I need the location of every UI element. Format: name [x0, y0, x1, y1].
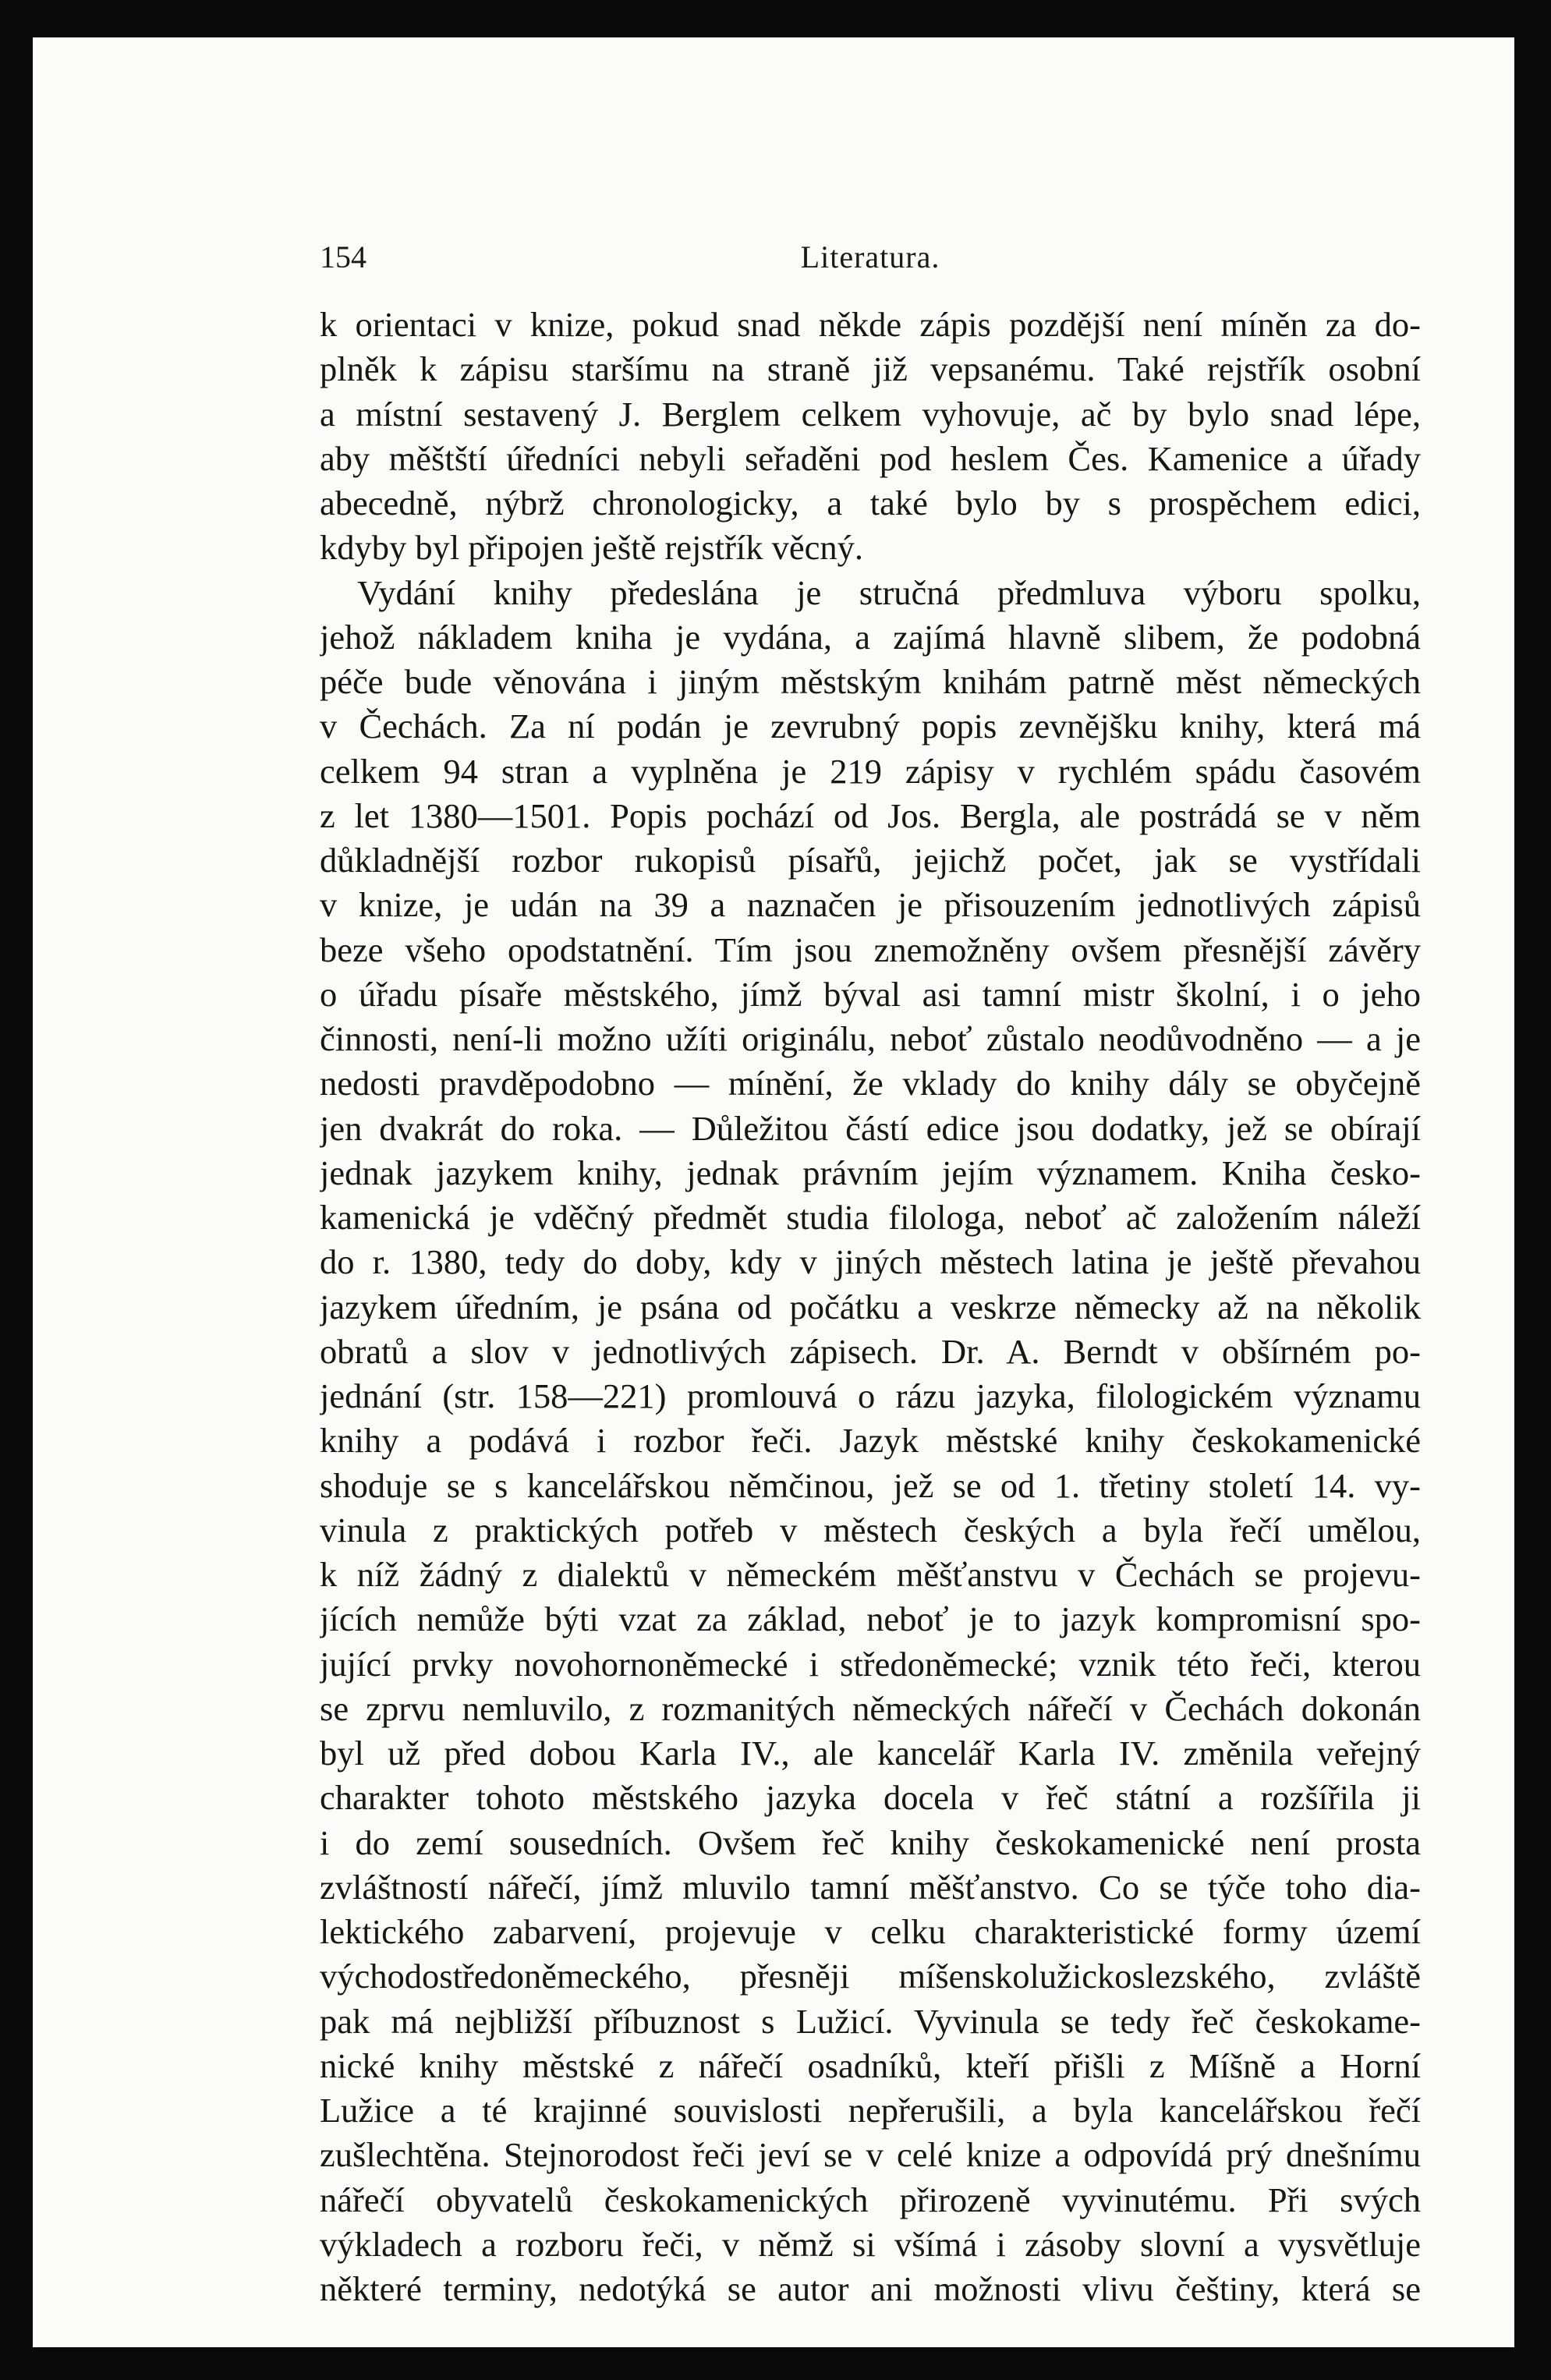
text-line: v Čechách. Za ní podán je zevrubný popis zevnějšku knihy, která má: [320, 707, 1421, 746]
text-line: i do zemí sousedních. Ovšem řeč knihy českokamenické není prosta: [320, 1822, 1421, 1862]
text-line: vinula z praktických potřeb v městech českých a byla řečí umělou,: [320, 1510, 1421, 1549]
text-line: nářečí obyvatelů českokamenických přirozeně vyvinutému. Při svých: [320, 2180, 1421, 2219]
text-line: jazykem úředním, je psána od počátku a veskrze německy až na několik: [320, 1287, 1421, 1326]
text-line: aby měštští úředníci nebyli seřaděni pod heslem Čes. Kamenice a úřady: [320, 438, 1421, 478]
text-line: v knize, je udán na 39 a naznačen je přisouzením jednotlivých zápisů: [320, 885, 1421, 925]
text-line: plněk k zápisu staršímu na straně již vepsanému. Také rejstřík osobní: [320, 349, 1421, 389]
text-line: o úřadu písaře městského, jímž býval asi tamní mistr školní, i o jeho: [320, 974, 1421, 1014]
text-line: kamenická je vděčný předmět studia filologa, neboť ač založením náleží: [320, 1198, 1421, 1237]
text-line: beze všeho opodstatnění. Tím jsou znemožněny ovšem přesnější závěry: [320, 930, 1421, 969]
text-line: shoduje se s kancelářskou němčinou, jež se od 1. třetiny století 14. vy-: [320, 1465, 1421, 1505]
paragraph-end-line: kdyby byl připojen ještě rejstřík věcný.: [320, 528, 864, 568]
text-line: byl už před dobou Karla IV., ale kancelář Karla IV. změnila veřejný: [320, 1734, 1421, 1773]
text-line: některé terminy, nedotýká se autor ani možnosti vlivu češtiny, která se: [320, 2269, 1421, 2308]
text-line: a místní sestavený J. Berglem celkem vyhovuje, ač by bylo snad lépe,: [320, 394, 1421, 434]
text-line: jednání (str. 158—221) promlouvá o rázu jazyka, filologickém významu: [320, 1376, 1421, 1415]
body-text: [320, 303, 1421, 2311]
text-line: jednak jazykem knihy, jednak právním jejím významem. Kniha česko-: [320, 1153, 1421, 1192]
page-number: 154: [320, 239, 367, 274]
text-line: Lužice a té krajinné souvislosti nepřerušili, a byla kancelářskou řečí: [320, 2091, 1421, 2130]
text-line: z let 1380—1501. Popis pochází od Jos. Bergla, ale postrádá se v něm: [320, 795, 1421, 835]
text-line: důkladnější rozbor rukopisů písařů, jejichž počet, jak se vystřídali: [320, 841, 1421, 880]
text-line: nedosti pravděpodobno — mínění, že vklady do knihy dály se obyčejně: [320, 1064, 1421, 1103]
text-line: obratů a slov v jednotlivých zápisech. Dr. A. Berndt v obšírném po-: [320, 1331, 1421, 1371]
running-title: Literatura.: [800, 239, 940, 274]
text-line: jující prvky novohornoněmecké i středoněmecké; vznik této řeči, kterou: [320, 1644, 1421, 1684]
text-line: jících nemůže býti vzat za základ, neboť je to jazyk kompromisní spo-: [320, 1599, 1421, 1639]
text-line: pak má nejbližší příbuznost s Lužicí. Vyvinula se tedy řeč českokame-: [320, 2001, 1421, 2041]
text-line: charakter tohoto městského jazyka docela v řeč státní a rozšířila ji: [320, 1778, 1421, 1818]
text-line: do r. 1380, tedy do doby, kdy v jiných městech latina je ještě převahou: [320, 1242, 1421, 1282]
text-line: nické knihy městské z nářečí osadníků, kteří přišli z Míšně a Horní: [320, 2045, 1421, 2085]
running-head: [320, 226, 1421, 289]
text-line: lektického zabarvení, projevuje v celku charakteristické formy území: [320, 1912, 1421, 1951]
text-line: zušlechtěna. Stejnorodost řeči jeví se v celé knize a odpovídá prý dnešnímu: [320, 2135, 1421, 2175]
text-line: péče bude věnována i jiným městským knihám patrně měst německých: [320, 662, 1421, 701]
text-line: celkem 94 stran a vyplněna je 219 zápisy v rychlém spádu časovém: [320, 751, 1421, 791]
text-line: k orientaci v knize, pokud snad někde zápis pozdější není míněn za do-: [320, 305, 1421, 344]
text-line: zvláštností nářečí, jímž mluvilo tamní měšťanstvo. Co se týče toho dia-: [320, 1867, 1421, 1907]
text-line: východostředoněmeckého, přesněji míšenskolužickoslezského, zvláště: [320, 1957, 1421, 1996]
text-line: se zprvu nemluvilo, z rozmanitých německých nářečí v Čechách dokonán: [320, 1688, 1421, 1728]
text-line: abecedně, nýbrž chronologicky, a také bylo by s prospěchem edici,: [320, 483, 1421, 522]
text-line: jehož nákladem kniha je vydána, a zajímá hlavně slibem, že podobná: [320, 617, 1421, 657]
paragraph-start-line: Vydání knihy předeslána je stručná předmluva výboru spolku,: [357, 572, 1421, 612]
text-line: výkladech a rozboru řeči, v němž si všímá i zásoby slovní a vysvětluje: [320, 2224, 1421, 2264]
text-line: k níž žádný z dialektů v německém měšťanstvu v Čechách se projevu-: [320, 1555, 1421, 1594]
text-line: jen dvakrát do roka. — Důležitou částí edice jsou dodatky, jež se obírají: [320, 1108, 1421, 1148]
text-line: činnosti, není-li možno užíti originálu, neboť zůstalo neodůvodněno — a je: [320, 1019, 1421, 1058]
text-line: knihy a podává i rozbor řeči. Jazyk městské knihy českokamenické: [320, 1421, 1421, 1461]
